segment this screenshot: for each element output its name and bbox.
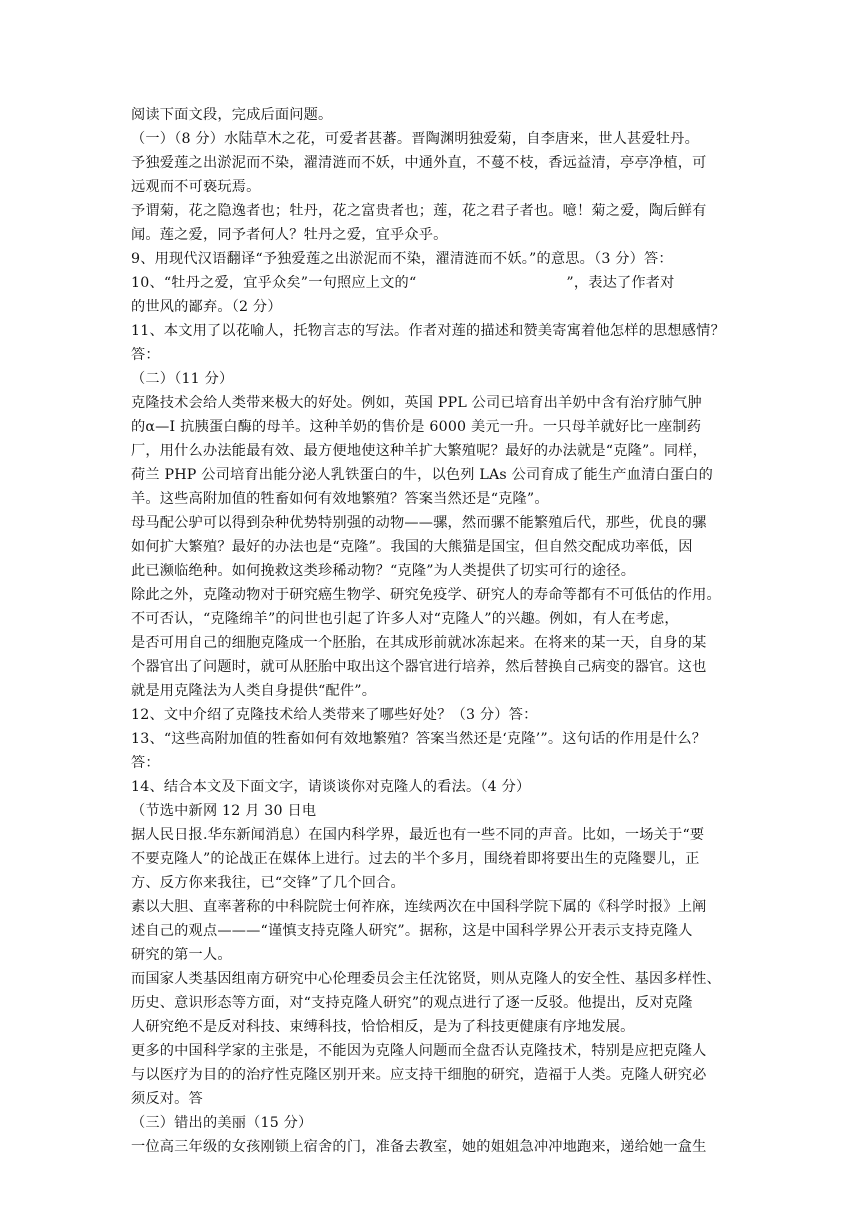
section-heading: （三）错出的美丽（15 分） — [131, 1115, 313, 1131]
question-10-after: ”，表达了作者对 — [566, 275, 675, 291]
text-line: 素以大胆、直率著称的中科院院士何祚庥，连续两次在中国科学院下属的《科学时报》上阐 — [131, 899, 707, 915]
question-10-before: 10、“牡丹之爱，宜乎众矣”一句照应上文的“ — [131, 275, 417, 291]
text-line: 闻。莲之爱，同予者何人？牡丹之爱，宜乎众乎。 — [131, 227, 448, 243]
text-line: 述自己的观点———“谨慎支持克隆人研究”。据称，这是中国科学界公开表示支持克隆人 — [131, 923, 693, 939]
text-line: 历史、意识形态等方面，对“支持克隆人研究”的观点进行了逐一反驳。他提出，反对克隆 — [131, 995, 693, 1011]
text-line: 予独爱莲之出淤泥而不染，濯清涟而不妖，中通外直，不蔓不枝，香远益清，亭亭净植，可 — [131, 155, 707, 171]
text-line: 不要克隆人”的论战正在媒体上进行。过去的半个多月，围绕着即将要出生的克隆婴儿，正 — [131, 851, 700, 867]
text-line: 而国家人类基因组南方研究中心伦理委员会主任沈铭贤，则从克隆人的安全性、基因多样性、 — [131, 971, 721, 987]
question-9: 9、用现代汉语翻译“予独爱莲之出淤泥而不染，濯清涟而不妖。”的意思。（3 分）答： — [131, 251, 673, 267]
text-line: 据人民日报.华东新闻消息）在国内科学界，最近也有一些不同的声音。比如，一场关于“要 — [131, 827, 705, 843]
text-line: 除此之外，克隆动物对于研究癌生物学、研究免疫学、研究人的寿命等都有不可低估的作用。 — [131, 587, 721, 603]
text-line: （节选中新网 12 月 30 日电 — [131, 803, 317, 819]
text-line: 答： — [131, 755, 160, 771]
text-line: 答： — [131, 347, 160, 363]
text-line: 此已濒临绝种。如何挽救这类珍稀动物？“克隆”为人类提供了切实可行的途径。 — [131, 563, 636, 579]
question-13: 13、“这些高附加值的牲畜如何有效地繁殖？答案当然还是‘克隆’”。这句话的作用是什么？ — [131, 731, 707, 747]
text-line: 人研究绝不是反对科技、束缚科技，恰恰相反，是为了科技更健康有序地发展。 — [131, 1019, 635, 1035]
text-line: 一位高三年级的女孩刚锁上宿舍的门，准备去教室，她的姐姐急冲冲地跑来，递给她一盒生 — [131, 1139, 707, 1155]
question-12: 12、文中介绍了克隆技术给人类带来了哪些好处？（3 分）答： — [131, 707, 538, 723]
text-line: 研究的第一人。 — [131, 947, 232, 963]
question-10 — [131, 272, 741, 295]
text-line: 荷兰 PHP 公司培育出能分泌人乳铁蛋白的牛，以色列 LAs 公司育成了能生产血清白蛋白的 — [131, 467, 714, 483]
text-line: 更多的中国科学家的主张是，不能因为克隆人问题而全盘否认克隆技术，特别是应把克隆人 — [131, 1043, 707, 1059]
text-line: （一）（8 分）水陆草木之花，可爱者甚蕃。晋陶渊明独爱菊，自李唐来，世人甚爱牡丹。 — [131, 131, 699, 147]
text-line: 予谓菊，花之隐逸者也；牡丹，花之富贵者也；莲，花之君子者也。噫！菊之爱，陶后鲜有 — [131, 203, 707, 219]
text-line: 远观而不可亵玩焉。 — [131, 179, 261, 195]
text-line: 克隆技术会给人类带来极大的好处。例如，英国 PPL 公司已培育出羊奶中含有治疗肺气肿 — [131, 395, 702, 411]
text-line: 与以医疗为目的的治疗性克隆区别开来。应支持干细胞的研究，造福于人类。克隆人研究必 — [131, 1067, 707, 1083]
text-line: 的世风的鄙弃。（2 分） — [131, 299, 282, 315]
text-line: 厂，用什么办法能最有效、最方便地使这种羊扩大繁殖呢？最好的办法就是“克隆”。同样， — [131, 443, 708, 459]
text-line: 羊。这些高附加值的牲畜如何有效地繁殖？答案当然还是“克隆”。 — [131, 491, 549, 507]
text-line: 母马配公驴可以得到杂种优势特别强的动物——骡，然而骡不能繁殖后代，那些，优良的骡 — [131, 515, 707, 531]
text-line: 须反对。答 — [131, 1091, 203, 1107]
section-heading: （二）（11 分） — [131, 371, 234, 387]
text-line: 如何扩大繁殖？最好的办法也是“克隆”。我国的大熊猫是国宝，但自然交配成功率低，因 — [131, 539, 693, 555]
text-line: 的α—I 抗胰蛋白酶的母羊。这种羊奶的售价是 6000 美元一升。一只母羊就好比一座制药 — [131, 419, 702, 435]
text-line: 个器官出了问题时，就可从胚胎中取出这个器官进行培养，然后替换自己病变的器官。这也 — [131, 659, 707, 675]
question-11: 11、本文用了以花喻人，托物言志的写法。作者对莲的描述和赞美寄寓着他怎样的思想感情？ — [131, 323, 725, 339]
text-line: 就是用克隆法为人类自身提供“配件”。 — [131, 683, 377, 699]
text-line: 方、反方你来我往，已“交锋”了几个回合。 — [131, 875, 405, 891]
text-line: 阅读下面文段，完成后面问题。 — [131, 107, 333, 123]
text-line: 是否可用自己的细胞克隆成一个胚胎，在其成形前就冰冻起来。在将来的某一天，自身的某 — [131, 635, 707, 651]
text-line: 不可否认，“克隆绵羊”的问世也引起了许多人对“克隆人”的兴趣。例如，有人在考虑， — [131, 611, 679, 627]
question-14: 14、结合本文及下面文字，请谈谈你对克隆人的看法。（4 分） — [131, 779, 531, 795]
